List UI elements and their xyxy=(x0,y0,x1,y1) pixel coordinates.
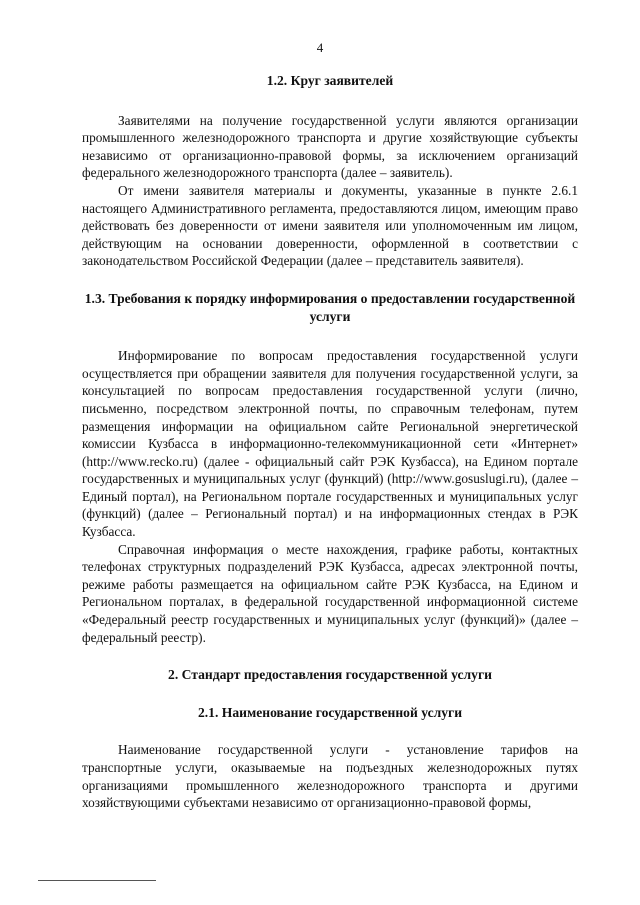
paragraph-informing: Информирование по вопросам предоставления государственной услуги осуществляется при обращении заявителя для получения государственной услуги, за консультацией по вопросам предоставления государственной услуги (лично, письменно, посредством электронной почты, по справочным телефонам, путем размещения информации на официальном сайте Региональной энергетической комиссии Кузбасса в информационно-телекоммуникационной сети «Интернет» (http://www.recko.ru) (далее - официальный сайт РЭК Кузбасса), на Едином портале государственных и муниципальных услуг (функций) (http://www.gosuslugi.ru), (далее – Единый портал), на Региональном портале государственных и муниципальных услуг (функций) (далее – Региональный портал) и на информационных стендах в РЭК Кузбасса. xyxy=(82,348,578,540)
paragraph-service-name: Наименование государственной услуги - установление тарифов на транспортные услуги, оказываемые на подъездных железнодорожных путях организациями промышленного железнодорожного транспорта и другими хозяйствующими субъектами независимо от организационно-правовой формы, xyxy=(82,742,578,811)
paragraph-applicants: Заявителями на получение государственной услуги являются организации промышленного железнодорожного транспорта и другие хозяйствующие субъекты независимо от организационно-правовой формы, за исключением организаций федерального железнодорожного транспорта (далее – заявитель). xyxy=(82,112,578,181)
section-heading-1-2: 1.2. Круг заявителей xyxy=(266,73,394,88)
document-body xyxy=(82,68,578,812)
footnote-separator xyxy=(38,880,156,881)
page-number: 4 xyxy=(316,40,324,55)
section-heading-2: 2. Стандарт предоставления государственной услуги xyxy=(168,667,492,683)
paragraph-reference-info: Справочная информация о месте нахождения, графике работы, контактных телефонах структурных подразделений РЭК Кузбасса, адресах электронной почты, режиме работы размещается на официальном сайте РЭК Кузбасса, на Едином и Региональном порталах, в федеральной государственной информационной системе «Федеральный реестр государственных и муниципальных услуг (функций)» (далее – федеральный реестр). xyxy=(82,541,578,645)
paragraph-representative: От имени заявителя материалы и документы, указанные в пункте 2.6.1 настоящего Административного регламента, предоставляются лицом, имеющим право действовать без доверенности от имени заявителя или уполномоченным им лицом, действующим на основании доверенности, оформленной в соответствии с законодательством Российской Федерации (далее – представитель заявителя). xyxy=(82,182,578,269)
section-heading-2-1: 2.1. Наименование государственной услуги xyxy=(197,704,463,720)
section-heading-1-3: 1.3. Требования к порядку информирования о предоставлении государственной услуги xyxy=(84,290,576,324)
